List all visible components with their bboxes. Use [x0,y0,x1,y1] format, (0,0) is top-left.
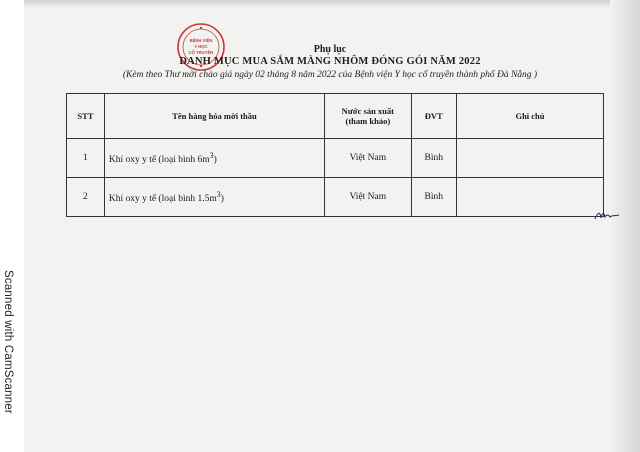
table-row [67,139,604,178]
item-name-superscript: 3 [209,150,214,160]
origin-header-line2: (tham khảo) [345,116,391,126]
item-name-text: Khí oxy y tế (loại bình 1.5m [108,194,217,205]
appendix-label: Phụ lục [313,44,347,55]
row-stt: 2 [67,178,105,217]
svg-text:BỆNH VIỆN: BỆNH VIỆN [189,38,213,43]
scan-shadow-top [0,0,640,8]
row-origin: Việt Nam [325,139,411,178]
document-header [100,44,560,81]
item-name-superscript: 3 [216,189,221,199]
svg-text:Y HỌC: Y HỌC [194,44,208,49]
row-item-name [104,139,324,178]
document-reference-note: (Kèm theo Thư mời chào giá ngày 02 tháng 8 năm 2022 của Bệnh viện Y học cổ truyền thành phố Đà Nẵng ) [122,70,538,80]
row-origin: Việt Nam [325,178,411,217]
row-note [456,178,603,217]
svg-text:CỔ TRUYỀN: CỔ TRUYỀN [188,50,214,55]
handwritten-signature [594,208,620,222]
table-header-row [67,94,604,139]
scanner-watermark: Scanned with CamScanner [2,270,14,414]
row-unit: Bình [411,139,456,178]
scanner-sidebar [0,0,24,452]
row-item-name [104,178,324,217]
column-header-origin [325,94,411,139]
item-name-end: ) [213,155,217,166]
origin-header-line1: Nước sản xuất [341,106,394,116]
row-stt: 1 [67,139,105,178]
row-unit: Bình [411,178,456,217]
column-header-item-name: Tên hàng hóa mời thầu [104,94,324,139]
column-header-unit: ĐVT [411,94,456,139]
item-name-end: ) [220,194,224,205]
procurement-table [66,93,604,217]
column-header-stt: STT [67,94,105,139]
item-name-text: Khí oxy y tế (loại bình 6m [108,155,210,166]
scan-shadow-right [610,0,640,452]
table-row [67,178,604,217]
column-header-note: Ghi chú [456,94,603,139]
row-note [456,139,603,178]
document-title: DANH MỤC MUA SẮM MÀNG NHÔM ĐÓNG GÓI NĂM 2022 [179,56,481,67]
